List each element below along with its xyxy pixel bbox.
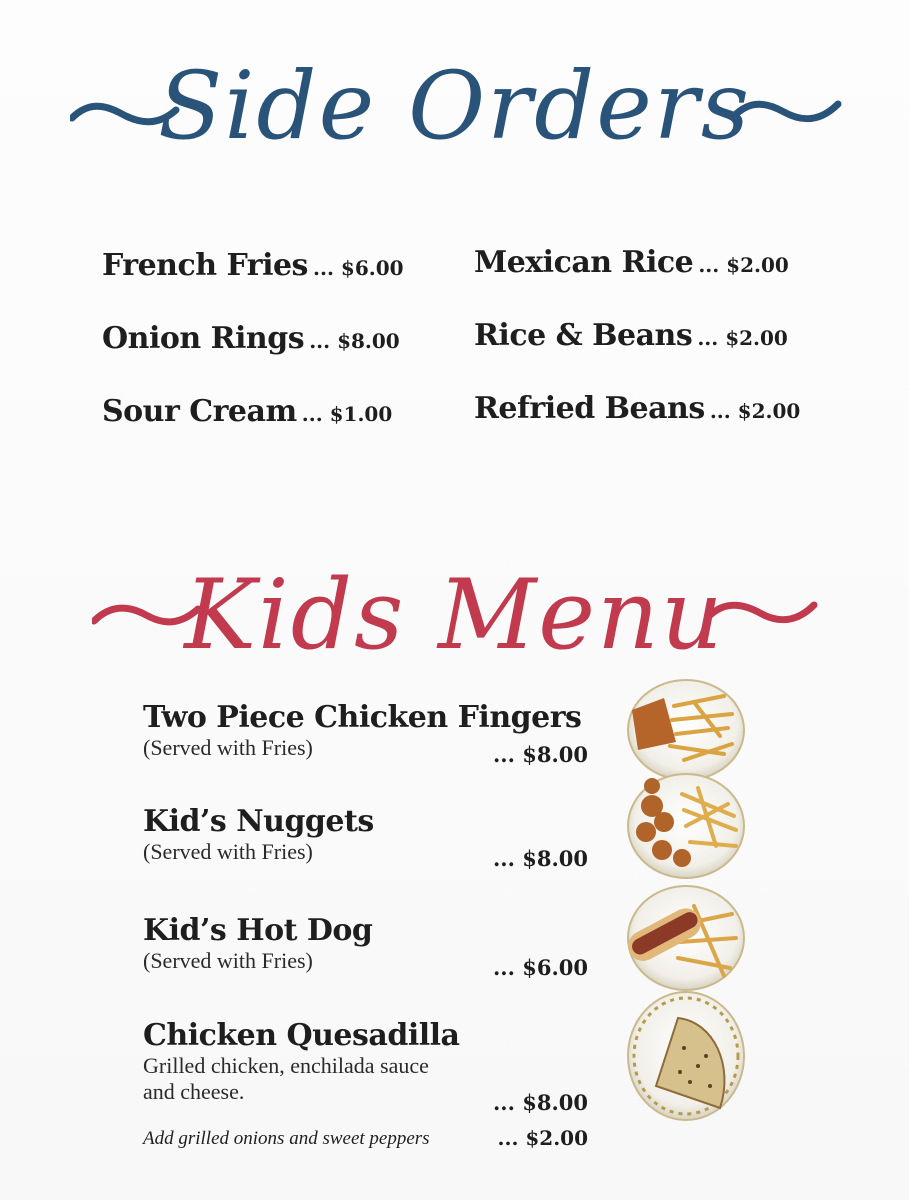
kids-item-name: Kid’s Hot Dog bbox=[143, 913, 373, 948]
kids-item-description: Grilled chicken, enchilada sauce bbox=[143, 1053, 429, 1078]
kids-item-note: (Served with Fries) bbox=[143, 948, 313, 973]
side-item-rice-beans bbox=[474, 318, 788, 366]
side-item-price: ... $6.00 bbox=[313, 256, 404, 280]
side-orders-list bbox=[102, 243, 822, 443]
side-item-french-fries bbox=[102, 248, 404, 296]
right-swash-decoration bbox=[732, 96, 842, 126]
kids-item-quesadilla bbox=[143, 1018, 588, 1118]
kids-item-price: ... $6.00 bbox=[492, 955, 588, 980]
addon-text: Add grilled onions and sweet peppers bbox=[143, 1128, 430, 1149]
side-item-name: French Fries bbox=[102, 248, 308, 283]
side-item-price: ... $2.00 bbox=[698, 253, 789, 277]
side-item-name: Rice & Beans bbox=[474, 318, 693, 353]
kids-item-hot-dog bbox=[143, 913, 588, 983]
kids-item-price: ... $8.00 bbox=[492, 742, 588, 767]
kids-item-name: Two Piece Chicken Fingers bbox=[143, 700, 582, 735]
right-swash-decoration bbox=[706, 597, 818, 627]
side-item-mexican-rice bbox=[474, 245, 789, 293]
side-item-price: ... $2.00 bbox=[697, 326, 788, 350]
kids-item-chicken-fingers bbox=[143, 700, 588, 770]
kids-item-name: Chicken Quesadilla bbox=[143, 1018, 460, 1053]
side-item-sour-cream bbox=[102, 394, 392, 442]
side-item-name: Sour Cream bbox=[102, 394, 297, 429]
kids-item-note: (Served with Fries) bbox=[143, 839, 313, 864]
kids-item-price: ... $8.00 bbox=[492, 1090, 588, 1115]
side-item-price: ... $2.00 bbox=[709, 399, 801, 423]
kids-item-nuggets bbox=[143, 804, 588, 874]
side-item-name: Refried Beans bbox=[474, 391, 705, 426]
side-orders-heading bbox=[0, 50, 909, 170]
side-item-onion-rings bbox=[102, 321, 400, 369]
kids-item-price: ... $8.00 bbox=[492, 846, 588, 871]
nuggets-plate-image bbox=[628, 774, 744, 878]
side-item-price: ... $8.00 bbox=[309, 329, 400, 353]
kids-food-photos bbox=[624, 676, 754, 1136]
quesadilla-addon bbox=[143, 1128, 588, 1150]
hot-dog-plate-image bbox=[624, 886, 744, 990]
side-item-name: Mexican Rice bbox=[474, 245, 694, 280]
kids-item-description: and cheese. bbox=[143, 1079, 245, 1104]
side-item-price: ... $1.00 bbox=[301, 402, 393, 426]
quesadilla-plate-image bbox=[628, 992, 744, 1120]
side-item-name: Onion Rings bbox=[102, 321, 305, 356]
side-item-refried-beans bbox=[474, 391, 800, 439]
side-orders-title: Side Orders bbox=[157, 52, 752, 161]
kids-menu-title: Kids Menu bbox=[184, 559, 725, 671]
addon-price: ... $2.00 bbox=[497, 1126, 588, 1150]
kids-item-note: (Served with Fries) bbox=[143, 735, 313, 760]
chicken-fingers-plate-image bbox=[628, 680, 744, 780]
kids-item-name: Kid’s Nuggets bbox=[143, 804, 374, 839]
kids-menu-heading bbox=[0, 555, 909, 675]
